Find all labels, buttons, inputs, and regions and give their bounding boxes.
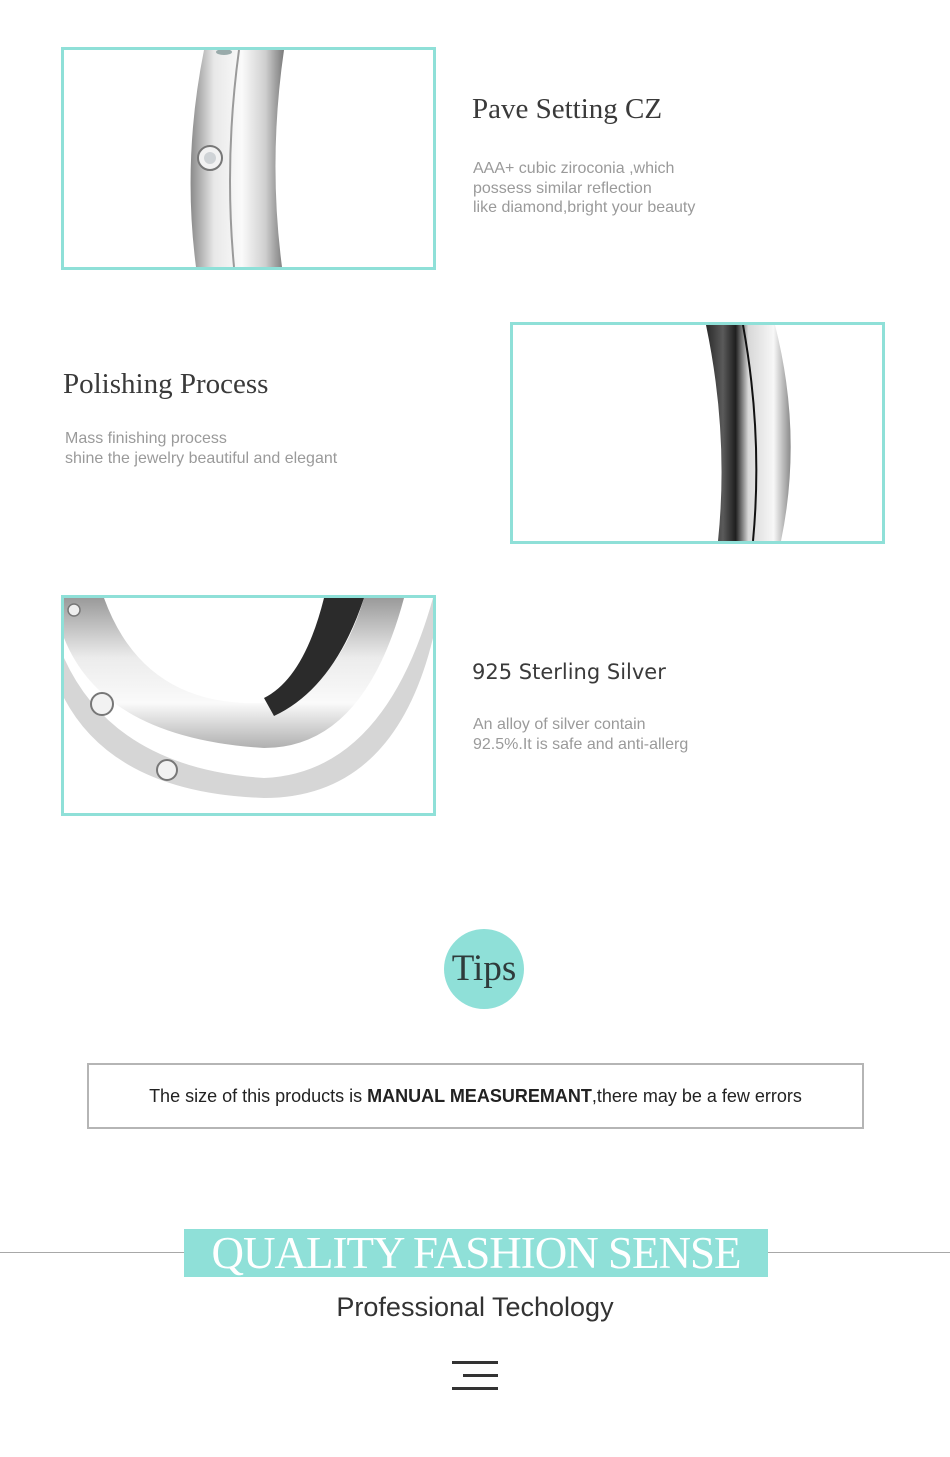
feature-desc-line: shine the jewelry beautiful and elegant bbox=[65, 449, 338, 467]
professional-subtitle: Professional Techology bbox=[336, 1292, 614, 1322]
menu-icon[interactable] bbox=[452, 1361, 498, 1391]
size-notice-box bbox=[87, 1063, 864, 1129]
ring-closeup-image-3 bbox=[61, 595, 436, 816]
notice-text-pre: The size of this products is bbox=[149, 1085, 368, 1106]
feature-title-pave: Pave Setting CZ bbox=[472, 93, 663, 125]
ring-closeup-image-2 bbox=[510, 322, 885, 544]
feature-desc-silver bbox=[473, 715, 688, 754]
notice-text-bold: MANUAL MEASUREMANT bbox=[367, 1085, 592, 1106]
feature-desc-line: possess similar reflection bbox=[473, 179, 652, 197]
tips-badge bbox=[444, 929, 524, 1009]
tips-badge-label: Tips bbox=[451, 947, 517, 989]
feature-desc-line: like diamond,bright your beauty bbox=[473, 199, 696, 216]
feature-desc-line: An alloy of silver contain bbox=[473, 716, 646, 733]
feature-desc-polishing bbox=[65, 429, 337, 468]
quality-banner-title: QUALITY FASHION SENSE bbox=[211, 1228, 741, 1278]
ring-closeup-image-1 bbox=[61, 47, 436, 270]
feature-desc-line: Mass finishing process bbox=[65, 430, 227, 447]
feature-title-silver: 925 Sterling Silver bbox=[472, 660, 666, 684]
notice-text-post: ,there may be a few errors bbox=[591, 1085, 802, 1106]
feature-desc-pave bbox=[473, 159, 695, 218]
quality-banner bbox=[184, 1229, 768, 1277]
feature-desc-line: 92.5%.It is safe and anti-allerg bbox=[473, 735, 689, 753]
feature-desc-line: AAA+ cubic ziroconia ,which bbox=[473, 160, 675, 177]
feature-title-polishing: Polishing Process bbox=[63, 368, 269, 400]
